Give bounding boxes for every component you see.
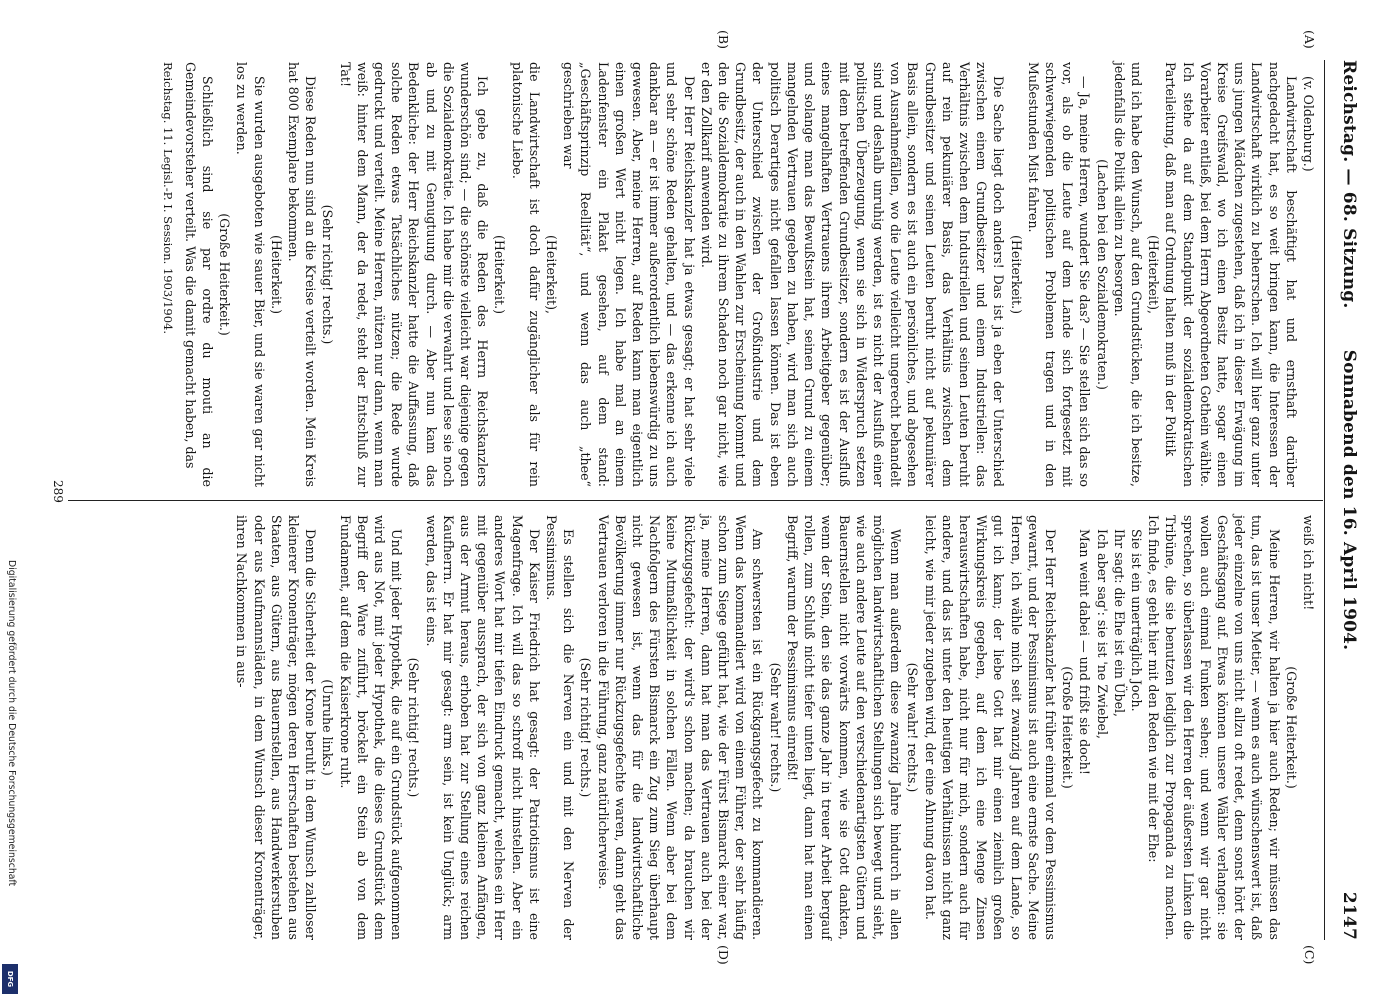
- paragraph: und ich habe den Wunsch, auf den Grundstücken, die ich besitze, jedenfalls die Politik allein zu besorgen.: [1111, 62, 1144, 487]
- left-column: [158, 62, 1317, 487]
- paragraph: Und mit jeder Hypothek, die auf ein Grundstück aufgenommen wird aus Not, mit jeder Hypothek, die dieses Grundstück dem Begriff der Ware zuführt, bröckelt ein Stein ab von dem Fundament, auf dem die Kaiserkrone ruht.: [337, 515, 405, 940]
- margin-mark-d: (D): [716, 945, 731, 965]
- paragraph: Sie wurden ausgeboten wie sauer Bier, und sie waren gar nicht los zu werden.: [234, 62, 267, 487]
- interjection: (Heiterkeit.): [492, 235, 508, 314]
- interjection: (Heiterkeit),: [1146, 235, 1162, 314]
- interjection: (Sehr richtig! rechts.): [578, 657, 594, 798]
- header-rule: [1324, 60, 1325, 940]
- interjection: (Große Heiterkeit.): [1283, 666, 1299, 789]
- verse-line: Ich aber sag': sie ist 'ne Zwiebel,: [1094, 529, 1110, 740]
- margin-mark-c: (C): [1302, 945, 1317, 965]
- paragraph: Diese Reden nun sind an die Kreise verteilt worden. Mein Kreis hat 800 Exemplare bekommen.: [286, 62, 319, 487]
- interjection: (Unruhe links.): [320, 679, 336, 776]
- interjection: (Große Heiterkeit.): [217, 213, 233, 336]
- interjection: (Heiterkeit.): [268, 235, 284, 314]
- interjection: (Heiterkeit),: [544, 235, 560, 314]
- paragraph: Ich gebe zu, daß die Reden des Herrn Reichskanzlers wunderschön sind; — die schönste vielleicht war diejenige gegen die Sozialdemokratie. Ich habe mir die verwahrt und lese sie noch ab und zu mit Genugtuung durch. — Aber nun kam das Bedenkliche: der Herr Reichskanzler hatte die Auffassung, daß solche Reden etwas Tatsächliches nützen; die Rede wurde gedruckt und verteilt. Meine Herren, nützen nur dann, wenn man weiß: hinter dem Mann, der da redet, steht der Entschluß zur Tat!: [337, 62, 491, 487]
- page-header: [1329, 60, 1359, 940]
- footer-session-note: Reichstag. 11. Legisl.-P. I. Session. 1903/1904.: [160, 62, 175, 335]
- header-page-number: 2147: [1339, 891, 1359, 940]
- interjection: (Große Heiterkeit.): [1060, 666, 1076, 789]
- margin-mark-a: (A): [1302, 30, 1317, 49]
- header-session: Reichstag. — 68. Sitzung.: [1339, 60, 1359, 309]
- paragraph: Der Kaiser Friedrich hat gesagt: der Patriotismus ist eine Magenfrage. Ich will das so schroff nicht hinstellen. Aber ein anderes Wort hat mir tiefen Eindruck gemacht, welches ein Herr mit gegenüber aussprach, der sich von ganz kleinen Anfängen, aus der Armut heraus, erhoben hat zur Stellung eines reichen Kaufherrn. Er hat mir gesagt: arm sein, ist kein Unglück; arm werden, das ist eins.: [423, 515, 542, 940]
- margin-mark-b: (B): [716, 30, 731, 49]
- verse-line: Ihr sagt: die Ehe ist ein Übel,: [1111, 529, 1127, 718]
- paragraph: Die Sache liegt doch anders! Das ist ja eben der Unterschied zwischen einem Grundbesitzer und einem Industriellen: das Verhältnis zwischen dem Industriellen und seinen Leuten beruht auf rein pekuniärer Basis, das Verhältnis zwischen dem Grundbesitzer und seinen Leuten beruht nicht auf pekuniärer Basis allein, sondern es ist auch ein persönliches, und abgesehen von Ausnahmefällen, wo die Leute vielleicht ungerecht behandelt sind und deshalb unruhig werden, ist es nicht der Ausfluß einer politischen Überzeugung, wenn sie sich in Widerspruch setzen mit dem betreffenden Grundbesitzer, sondern es ist der Ausfluß eines mangelhaften Vertrauens ihrem Arbeitgeber gegenüber; und solange man das Bewußtsein hat, seinen Grund zu einem mangelnden Vertrauen gegeben zu haben, wird man sich auch politisch Derartiges nicht gefallen lassen können. Das ist eben der Unterschied zwischen der Großindustrie und dem Grundbesitz, der auch in den Wahlen zur Erscheinung kommt und den die Sozialdemokratie zu ihrem Schaden noch gar nicht, wie er den Zollkarif anwenden wird.: [698, 62, 1007, 487]
- column-divider: [68, 500, 1323, 501]
- right-column: [233, 515, 1317, 940]
- paragraph: Landwirtschaft beschäftigt hat und ernsthaft darüber nachgedacht hat, es so weit bringen kann, die Interessen der Landwirtschaft wirklich zu beherrschen. Ich will hier ganz unter uns jungen Mädchen zugestehen, daß ich in dieser Erwägung im Kreise Greifswald, wo ich einen Besitz hatte, sogar einen Vorarbeiter entließ, bei dem Herrn Abgeordneten Gothein wählte. Ich stehe da auf dem Standpunkt der sozialdemokratischen Parteileitung, daß man auf Ordnung halten muß in der Politik: [1163, 62, 1299, 487]
- verse-line: Sie ist ein unerträglich Joch.: [1128, 529, 1144, 712]
- interjection: (Sehr wahr! rechts.): [767, 662, 783, 793]
- paragraph: Denn die Sicherheit der Krone beruht in dem Wunsch zahlloser kleinerer Kronenträger, mögen deren Herrschaften bestehen aus Staaten, aus Gütern, aus Bauernstellen, aus Handwerkerstuben oder aus Kaufmannsläden, in dem Wunsch dieser Kronenträger, ihren Nachkommen in aus-: [234, 515, 319, 940]
- paragraph: Wenn man außerdem diese zwanzig Jahre hindurch in allen möglichen landwirtschaftlichen Stellungen sich bewegt und sieht, wie auch andere Leute auf den verschiedenartigsten Gütern und Bauernstellen nicht vorwärts kommen, wie sie Gott dankten, wenn der Stein, den sie das ganze Jahr in treuer Arbeit bergauf rollen, zum Schluß nicht tiefer unten liegt, dann hat man einen Begriff, warum der Pessimismus einreißt!: [784, 515, 904, 940]
- verse-line: Man weint dabei — und frißt sie doch!: [1077, 529, 1093, 775]
- paragraph: weiß ich nicht!: [1301, 515, 1316, 611]
- interjection: (Sehr wahr! rechts.): [905, 662, 921, 793]
- sheet-number: 289: [51, 480, 65, 503]
- paragraph: (v. Oldenburg.): [1301, 76, 1316, 172]
- paragraph: Der Herr Reichskanzler hat ja etwas gesagt; er hat sehr viele und sehr schöne Reden gehalten, und — das erkenne ich auch dankbar an — er ist immer außerordentlich liebenswürdig zu uns gewesen. Aber, meine Herren, auf Reden kann man eigentlich einen großen Wert nicht legen. Ich habe mal an einem Ladenfenster ein Plakat gesehen, auf dem stand: „Geschäftsprinzip Reellität“, und wenn das auch „thee“ geschrieben war: [561, 62, 697, 487]
- header-date: Sonnabend den 16. April 1904.: [1339, 349, 1359, 651]
- interjection: (Sehr richtig! rechts.): [320, 204, 336, 345]
- paragraph: Es stellen sich die Nerven ein und mit den Nerven der Pessimismus.: [544, 515, 577, 940]
- paragraph: Schließlich sind sie par ordre du mouti an die Gemeindevorsteher verteilt. Was die damit gemacht haben, das: [182, 62, 215, 487]
- interjection: (Sehr richtig! rechts.): [406, 657, 422, 798]
- paragraph: Am schwersten ist ein Rückgangsgefecht zu kommandieren. Wenn das kommandiert wird von einem Führer, der sehr häufig schon zum Siege geführt hat, wie der Fürst Bismarck einer war, ja, meine Herren, dann hat man das Vertrauen auch bei der Rückzugsgefecht: der wird's schon machen; da brauchen wir keine Mutmaßlichkeit in solchen Fällen. Wenn aber bei dem Nachfolgern des Fürsten Bismarck ein Zug zum Sieg überhaupt nicht gewesen ist, wenn das für die landwirtschaftliche Bevölkerung immer nur Rückzugsgefechte waren, dann geht das Vertrauen verloren in die Führung, ganz natürlicherweise.: [595, 515, 766, 940]
- paragraph: — Ja, meine Herren, wundert Sie das? — Sie stellen sich das so vor, als ob die Leute auf dem Lande sich fortgesetzt mit schwerwiegenden politischen Problemen tragen und in den Mußestunden Mist fahren.: [1025, 62, 1093, 487]
- paragraph: Der Herr Reichskanzler hat früher einmal vor dem Pessimismus gewarnt, und der Pessimismus ist auch eine ernste Sache. Meine Herren, ich wähle mich seit zwanzig Jahren auf dem Lande, so gut ich kann; der liebe Gott hat mir einen ziemlich großen Wirkungskreis gegeben, auf dem ich eine Menge Zinsen herauswirtschaften habe, nicht nur für mich, sondern auch für andere, und das ist unter den heutigen Verhältnissen nicht ganz leicht, wie mir jeder zugeben wird, der eine Ahnung davon hat.: [922, 515, 1058, 940]
- digitization-credit: [4, 560, 18, 996]
- dfg-logo-text: DFG: [6, 970, 14, 988]
- interjection: (Heiterkeit.): [1008, 235, 1024, 314]
- credit-text: Digitalisierung gefördert durch die Deutsche Forschungsgemeinschaft: [6, 560, 17, 887]
- paragraph: die Landwirtschaft ist doch dafür zugänglicher als für rein platonische Liebe.: [509, 62, 542, 487]
- interjection: (Lachen bei den Sozialdemokraten.): [1094, 159, 1110, 390]
- paragraph: Meine Herren, wir halten ja hier auch Reden; wir müssen das tun, das ist unser Metier, — wenn es auch wünschenswert ist, daß jeder einzelne von uns nicht allzu oft redet, denn sonst hört der Geschäftsgang auf. Etwas können unsere Wähler verlangen: sie wollen auch einmal Funken sehen; und wenn wir gar nicht sprechen, so überlassen wir den Herren der äußersten Linken die Tribüne, die sie benutzen lediglich zur Propaganda zu machen. Ich finde, es geht hier mit den Reden wie mit der Ehe:: [1146, 515, 1282, 940]
- dfg-logo: [2, 964, 18, 994]
